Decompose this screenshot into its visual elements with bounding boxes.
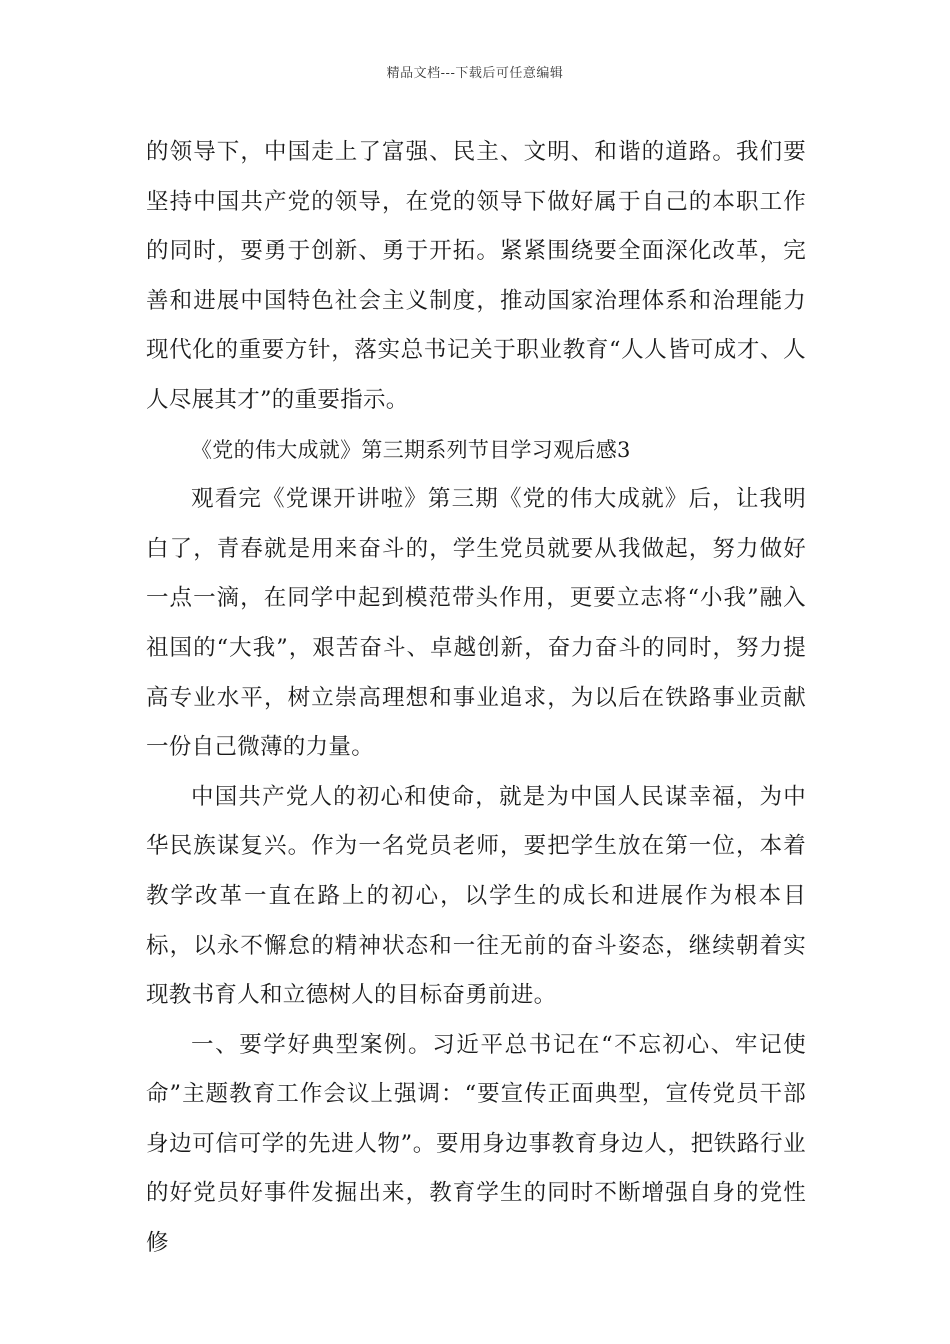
paragraph-continuation: 的领导下，中国走上了富强、民主、文明、和谐的道路。我们要坚持中国共产党的领导，在党的领导下做好属于自己的本职工作的同时，要勇于创新、勇于开拓。紧紧围绕要全面深化改革，完善和进展中国特色社会主义制度，推动国家治理体系和治理能力现代化的重要方针，落实总书记关于职业教育“人人皆可成才、人人尽展其才”的重要指示。 xyxy=(146,139,806,413)
document-body xyxy=(146,128,806,1269)
paragraph: 中国共产党人的初心和使命，就是为中国人民谋幸福，为中华民族谋复兴。作为一名党员老师，要把学生放在第一位，本着教学改革一直在路上的初心，以学生的成长和进展作为根本目标，以永不懈怠的精神状态和一往无前的奋斗姿态，继续朝着实现教书育人和立德树人的目标奋勇前进。 xyxy=(146,783,806,1009)
page-header: 精品文档---下载后可任意编辑 xyxy=(386,66,564,81)
section-heading: 《党的伟大成就》第三期系列节目学习观后感3 xyxy=(191,437,631,462)
paragraph: 观看完《党课开讲啦》第三期《党的伟大成就》后，让我明白了，青春就是用来奋斗的，学生党员就要从我做起，努力做好一点一滴，在同学中起到模范带头作用，更要立志将“小我”融入祖国的“大我”，艰苦奋斗、卓越创新，奋力奋斗的同时，努力提高专业水平，树立崇高理想和事业追求，为以后在铁路事业贡献一份自己微薄的力量。 xyxy=(146,486,806,761)
paragraph: 一、要学好典型案例。习近平总书记在“不忘初心、牢记使命”主题教育工作会议上强调：“要宣传正面典型，宣传党员干部身边可信可学的先进人物”。要用身边事教育身边人，把铁路行业的好党员好事件发掘出来，教育学生的同时不断增强自身的党性修 xyxy=(146,1031,806,1257)
